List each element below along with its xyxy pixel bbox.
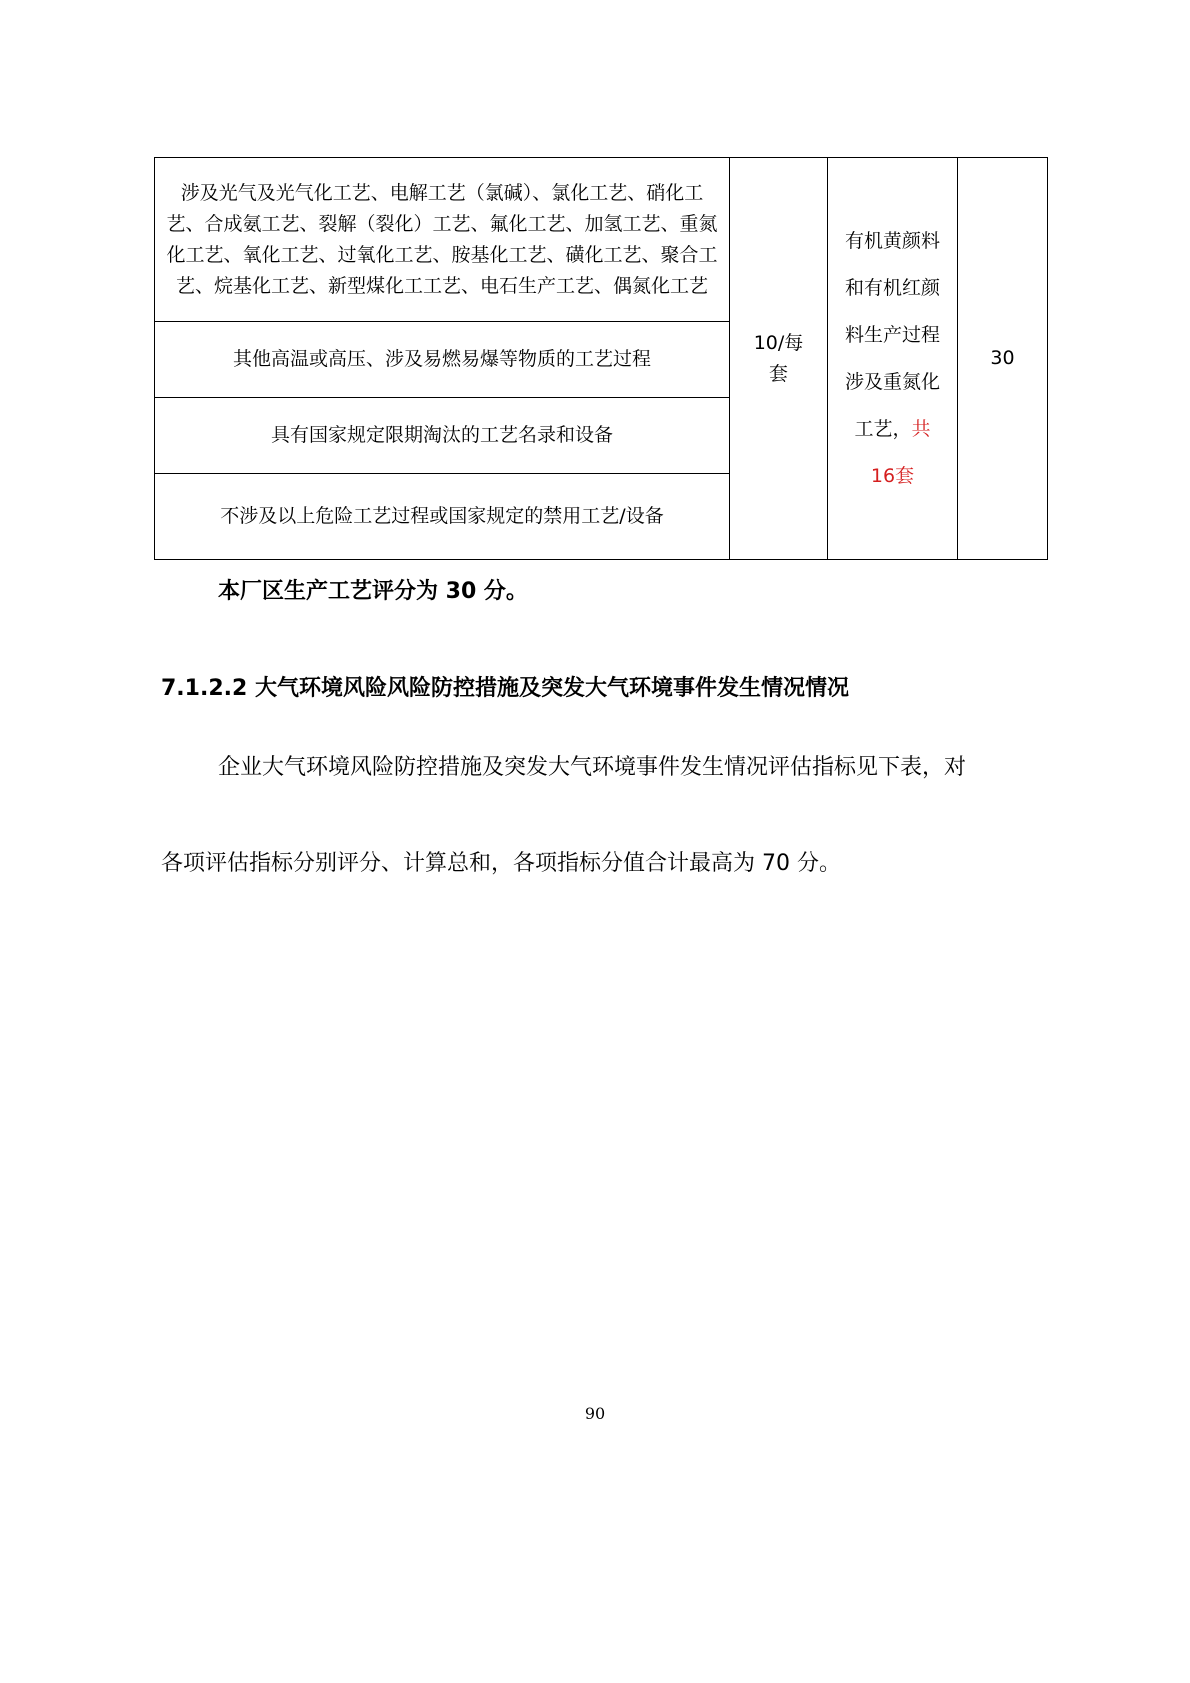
score-cell: 30 xyxy=(958,158,1048,560)
situation-line xyxy=(828,406,957,453)
process-cell: 不涉及以上危险工艺过程或国家规定的禁用工艺/设备 xyxy=(155,474,730,560)
process-cell: 具有国家规定限期淘汰的工艺名录和设备 xyxy=(155,398,730,474)
situation-text: 工艺， xyxy=(854,417,912,440)
table-row xyxy=(155,158,1048,322)
situation-cell xyxy=(828,158,958,560)
process-score-summary: 本厂区生产工艺评分为 30 分。 xyxy=(218,579,528,604)
score-rule-cell xyxy=(730,158,828,560)
body-paragraph-line: 企业大气环境风险防控措施及突发大气环境事件发生情况评估指标见下表，对 xyxy=(218,755,967,780)
score-rule-text: 10/每套 xyxy=(753,331,804,385)
situation-line: 有机黄颜料 xyxy=(844,229,940,252)
section-heading: 7.1.2.2 大气环境风险风险防控措施及突发大气环境事件发生情况情况 xyxy=(161,676,849,701)
situation-line: 涉及重氮化 xyxy=(844,370,940,393)
process-cell: 涉及光气及光气化工艺、电解工艺（氯碱）、氯化工艺、硝化工艺、合成氨工艺、裂解（裂化）工艺、氟化工艺、加氢工艺、重氮化工艺、氧化工艺、过氧化工艺、胺基化工艺、磺化工艺、聚合工艺、烷基化工艺、新型煤化工工艺、电石生产工艺、偶氮化工艺 xyxy=(155,158,730,322)
situation-line: 和有机红颜 xyxy=(844,276,940,299)
process-score-table xyxy=(154,157,1048,560)
body-paragraph-line: 各项评估指标分别评分、计算总和，各项指标分值合计最高为 70 分。 xyxy=(161,851,841,876)
situation-red-text: 共 xyxy=(911,417,931,440)
process-cell: 其他高温或高压、涉及易燃易爆等物质的工艺过程 xyxy=(155,322,730,398)
situation-count: 16套 xyxy=(870,464,915,487)
page-number: 90 xyxy=(584,1404,606,1423)
situation-line: 料生产过程 xyxy=(844,323,940,346)
